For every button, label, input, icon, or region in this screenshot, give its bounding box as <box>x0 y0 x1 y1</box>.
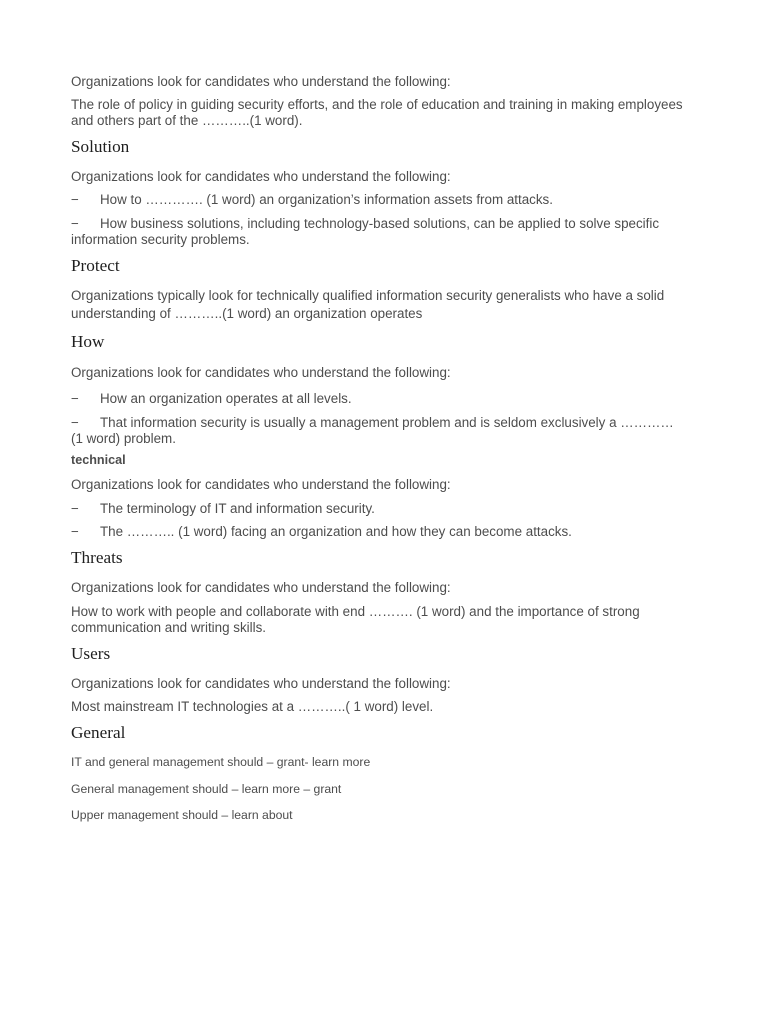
list-item-text: That information security is usually a management problem and is seldom exclusively a ………… (1 word) problem. <box>71 415 674 446</box>
list-item-text: How an organization operates at all levels. <box>100 391 352 406</box>
list-item-text: The terminology of IT and information security. <box>100 501 375 516</box>
protect-paragraph: Organizations typically look for technically qualified information security generalists who have a solid understanding of ………..(1 word) an organization operates <box>71 288 665 321</box>
heading-general: General <box>71 723 126 742</box>
heading-technical: technical <box>71 453 126 467</box>
bullet-dash: − <box>71 192 79 207</box>
general-line-3: Upper management should – learn about <box>71 808 293 822</box>
heading-threats: Threats <box>71 548 123 567</box>
heading-protect: Protect <box>71 256 120 275</box>
threats-intro: Organizations look for candidates who understand the following: <box>71 580 451 595</box>
list-item-text: The ……….. (1 word) facing an organization and how they can become attacks. <box>100 524 572 539</box>
heading-solution: Solution <box>71 137 130 156</box>
intro-policy-paragraph: The role of policy in guiding security efforts, and the role of education and training in making employees and others part of the ………..(1 word). <box>71 97 683 128</box>
bullet-dash: − <box>71 524 79 539</box>
how-item-1 <box>71 391 687 407</box>
technical-item-1 <box>71 501 687 517</box>
list-item-text: How business solutions, including technology-based solutions, can be applied to solve specific information security problems. <box>71 216 660 247</box>
solution-intro: Organizations look for candidates who understand the following: <box>71 169 451 184</box>
heading-users: Users <box>71 644 111 663</box>
users-intro: Organizations look for candidates who understand the following: <box>71 676 451 691</box>
general-line-1: IT and general management should – grant- learn more <box>71 755 371 769</box>
how-intro: Organizations look for candidates who understand the following: <box>71 365 451 380</box>
heading-how: How <box>71 332 105 351</box>
users-paragraph: Most mainstream IT technologies at a ………..( 1 word) level. <box>71 699 434 714</box>
bullet-dash: − <box>71 216 79 231</box>
bullet-dash: − <box>71 391 79 406</box>
bullet-dash: − <box>71 501 79 516</box>
list-item-text: How to …………. (1 word) an organization’s information assets from attacks. <box>100 192 553 207</box>
intro-paragraph: Organizations look for candidates who understand the following: <box>71 74 451 89</box>
how-item-2 <box>71 415 687 446</box>
threats-paragraph: How to work with people and collaborate with end ………. (1 word) and the importance of strong communication and writing skills. <box>71 604 640 635</box>
solution-item-1 <box>71 192 687 208</box>
general-line-2: General management should – learn more – grant <box>71 782 342 796</box>
technical-item-2 <box>71 524 687 540</box>
solution-item-2 <box>71 216 687 247</box>
bullet-dash: − <box>71 415 79 430</box>
technical-intro: Organizations look for candidates who understand the following: <box>71 477 451 492</box>
